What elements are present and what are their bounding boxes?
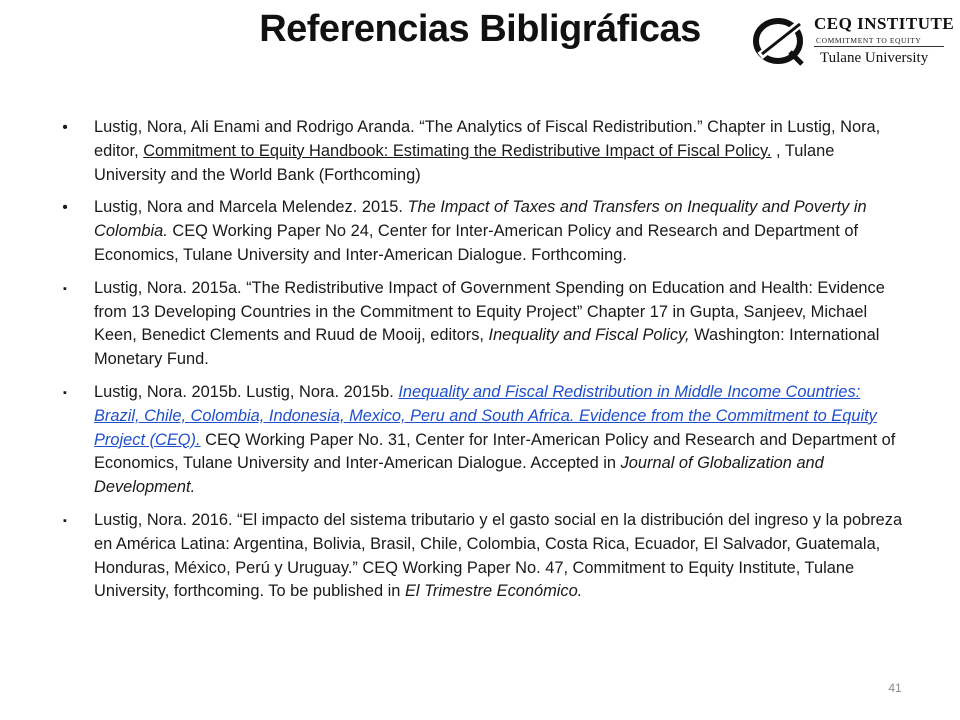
reference-italic-journal: Journal of Globalization and Development.: [94, 454, 824, 497]
ceq-institute-logo: [752, 12, 955, 68]
bullet-square-icon: ▪: [63, 514, 67, 527]
bullet-square-icon: ▪: [63, 282, 67, 295]
reference-item: [50, 196, 910, 267]
bullet-dot-icon: •: [62, 199, 68, 217]
reference-underlined-title: Commitment to Equity Handbook: Estimating the Redistributive Impact of Fiscal Policy.: [143, 141, 772, 160]
reference-italic-journal: El Trimestre Económico.: [404, 582, 583, 601]
bullet-dot-icon: •: [62, 119, 68, 136]
reference-text: CEQ Working Paper No 24, Center for Inter-American Policy and Research and Department of Economics, Tulane University and Inter-American Dialogue. Forthcoming.: [94, 222, 859, 264]
logo-tagline: COMMITMENT TO EQUITY: [816, 36, 922, 45]
slide-title: Referencias Bibligráficas: [259, 8, 701, 50]
reference-item: [50, 381, 910, 500]
reference-item: [50, 116, 910, 187]
reference-italic-title: Inequality and Fiscal Policy,: [488, 326, 690, 345]
page-number: 41: [888, 681, 902, 695]
logo-name: CEQ INSTITUTE: [814, 14, 955, 33]
reference-italic-title: The Impact of Taxes and Transfers on Inequality and Poverty in Colombia.: [94, 198, 867, 241]
bullet-square-icon: ▪: [63, 386, 67, 399]
reference-text: Lustig, Nora. 2015a. “The Redistributive Impact of Government Spending on Education and Health: Evidence from 13 Developing Countries in the Commitment to Equity Project” Chapter 17 in Gupta, Sanjeev, Michael Keen, Benedict Clements and Ruud de Mooij, editors,: [94, 278, 885, 345]
reference-list: [50, 116, 910, 613]
reference-text: Lustig, Nora and Marcela Melendez. 2015.: [94, 198, 408, 217]
reference-text: Lustig, Nora. 2015b. Lustig, Nora. 2015b.: [94, 382, 399, 401]
reference-text: CEQ Working Paper No. 31, Center for Inter-American Policy and Research and Department of Economics, Tulane University and Inter-American Dialogue. Accepted in: [94, 430, 896, 473]
reference-text: , Tulane University and the World Bank (Forthcoming): [94, 141, 835, 184]
reference-link[interactable]: Inequality and Fiscal Redistribution in Middle Income Countries: Brazil, Chile, Colombia, Indonesia, Mexico, Peru and South Africa. Evidence from the Commitment to Equity Project (CEQ).: [94, 382, 877, 449]
ceq-logo-mark-icon: [752, 14, 806, 66]
reference-text: Washington: International Monetary Fund.: [94, 326, 880, 369]
reference-item: [50, 509, 910, 604]
logo-divider: [814, 46, 944, 47]
reference-text: Lustig, Nora, Ali Enami and Rodrigo Aranda. “The Analytics of Fiscal Redistribution.” Chapter in Lustig, Nora, editor,: [94, 118, 881, 160]
reference-text: Lustig, Nora. 2016. “El impacto del sistema tributario y el gasto social en la distribución del ingreso y la pobreza en América Latina: Argentina, Bolivia, Brasil, Chile, Colombia, Costa Rica, Ecuador, El Salvador, Guatemala, Honduras, México, Perú y Uruguay.” CEQ Working Paper No. 47, Commitment to Equity Institute, Tulane University, forthcoming. To be published in: [94, 510, 903, 601]
reference-item: [50, 277, 910, 372]
logo-university: Tulane University: [820, 50, 929, 66]
